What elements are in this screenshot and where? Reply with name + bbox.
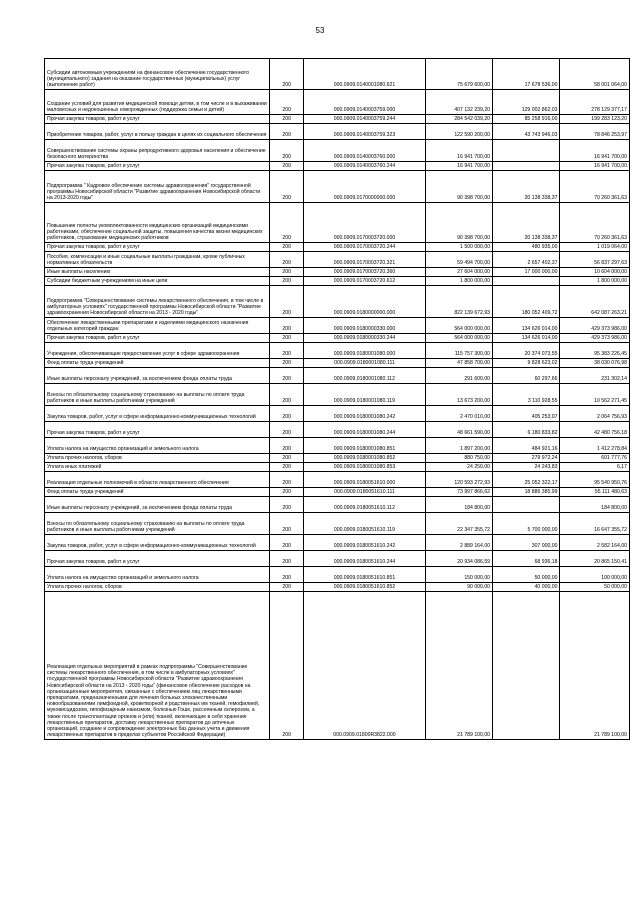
row-code-cell: 000.0909.0140003759.244	[304, 115, 425, 124]
row-approved-cell: 822 139 672,93	[425, 286, 492, 318]
table-row	[45, 472, 630, 488]
row-kvsr-cell: 200	[270, 162, 304, 171]
row-approved-cell: 59 494 700,00	[425, 252, 492, 268]
row-executed-cell: 60 297,66	[493, 368, 560, 384]
row-kvsr-cell: 200	[270, 406, 304, 422]
row-remaining-cell: 429 373 986,00	[560, 334, 630, 343]
row-code-cell: 000.0909.0170003720.360	[304, 268, 425, 277]
row-name-cell: Реализация отдельных мероприятий в рамках подпрограммы "Совершенствование системы лекарственного обеспечения, в том числе в амбулаторных условиях" государственной программы Новосибирской области "Развитие здравоохранения Новосибирской области на 2013 - 2020 годы" (финансовое обеспечение расходов на организационные мероприятия, связанные с обеспечением лиц лекарственными препаратами, предназначенными для лечения больных злокачественными новообразованиями лимфоидной, кроветворной и родственных им тканей, гемофилией, муковисцидозом, гипофизарным нанизмом, болезнью Гоше, рассеянным склерозом, а также после трансплантации органов и (или) тканей, включающие в себя хранение лекарственных препаратов, доставку лекарственных препаратов до аптечных организаций, создание и сопровождение электронных баз данных учета и движения лекарственных препаратов в пределах субъектов Российской Федерации)	[45, 592, 270, 740]
row-code-cell: 000.0909.0180001080.111	[304, 359, 425, 368]
row-approved-cell: 75 679 600,00	[425, 59, 492, 90]
row-executed-cell: 6 180 833,82	[493, 422, 560, 438]
table-row	[45, 286, 630, 318]
row-code-cell: 000.0909.0180051610.111	[304, 488, 425, 497]
row-name-cell: Создание условий для развития медицинской помощи детям, в том числе и в выхаживании маловесных и недоношенных новорожденных (поддержка семьи и детей)	[45, 90, 270, 115]
table-row	[45, 406, 630, 422]
row-name-cell: Обеспечение лекарственными препаратами и изделиями медицинского назначения отдельных категорий граждан	[45, 318, 270, 334]
row-code-cell: 000.0909.0170003720.612	[304, 277, 425, 286]
row-kvsr-cell: 200	[270, 497, 304, 513]
row-remaining-cell: 70 260 361,63	[560, 203, 630, 243]
row-approved-cell: 1 800 000,00	[425, 277, 492, 286]
row-remaining-cell: 10 562 271,45	[560, 384, 630, 406]
table-row	[45, 124, 630, 140]
row-name-cell: Уплата налога на имущество организаций и земельного налога	[45, 567, 270, 583]
table-row	[45, 203, 630, 243]
table-row	[45, 90, 630, 115]
row-approved-cell: 27 604 000,00	[425, 268, 492, 277]
row-kvsr-cell: 200	[270, 454, 304, 463]
row-name-cell: Прочая закупка товаров, работ и услуг	[45, 422, 270, 438]
row-kvsr-cell: 200	[270, 567, 304, 583]
row-code-cell: 000.0909.0180000000.000	[304, 286, 425, 318]
row-code-cell: 000.0909.0170003720.244	[304, 243, 425, 252]
row-kvsr-cell: 200	[270, 583, 304, 592]
row-executed-cell: 480 935,00	[493, 243, 560, 252]
row-kvsr-cell: 200	[270, 513, 304, 535]
row-name-cell: Прочая закупка товаров, работ и услуг	[45, 334, 270, 343]
table-row	[45, 252, 630, 268]
row-remaining-cell: 95 383 226,45	[560, 343, 630, 359]
row-kvsr-cell: 200	[270, 384, 304, 406]
row-kvsr-cell: 200	[270, 368, 304, 384]
row-name-cell: Учреждения, обеспечивающие предоставление услуг в сфере здравоохранения	[45, 343, 270, 359]
row-kvsr-cell: 200	[270, 90, 304, 115]
table-row	[45, 513, 630, 535]
row-approved-cell: 48 661 590,00	[425, 422, 492, 438]
table-row	[45, 368, 630, 384]
row-executed-cell: 24 243,83	[493, 463, 560, 472]
row-name-cell: Фонд оплаты труда учреждений	[45, 488, 270, 497]
row-approved-cell: 22 347 355,72	[425, 513, 492, 535]
row-code-cell: 000.0909.0180001080.000	[304, 343, 425, 359]
row-kvsr-cell: 200	[270, 243, 304, 252]
row-remaining-cell: 78 846 253,97	[560, 124, 630, 140]
row-name-cell: Взносы по обязательному социальному страхованию на выплаты по оплате труда работников и иные выплаты работникам учреждений	[45, 513, 270, 535]
row-code-cell: 000.0909.0140003760.000	[304, 140, 425, 162]
row-approved-cell: 90 398 700,00	[425, 203, 492, 243]
row-executed-cell: 68 936,18	[493, 551, 560, 567]
table-row	[45, 318, 630, 334]
row-name-cell: Прочая закупка товаров, работ и услуг	[45, 243, 270, 252]
row-approved-cell: 90 000,00	[425, 583, 492, 592]
row-code-cell: 000.0909.0180000330.244	[304, 334, 425, 343]
row-executed-cell: 134 626 014,00	[493, 334, 560, 343]
row-kvsr-cell: 200	[270, 171, 304, 203]
table-row	[45, 551, 630, 567]
row-remaining-cell: 10 604 000,00	[560, 268, 630, 277]
row-remaining-cell: 231 302,14	[560, 368, 630, 384]
row-approved-cell: 115 757 300,00	[425, 343, 492, 359]
row-kvsr-cell: 200	[270, 535, 304, 551]
row-remaining-cell: 2 582 164,00	[560, 535, 630, 551]
row-remaining-cell: 56 837 297,63	[560, 252, 630, 268]
row-kvsr-cell: 200	[270, 438, 304, 454]
row-remaining-cell: 50 000,00	[560, 583, 630, 592]
row-kvsr-cell: 200	[270, 286, 304, 318]
row-code-cell: 000.0909.0180051610.119	[304, 513, 425, 535]
row-kvsr-cell: 200	[270, 463, 304, 472]
table-row	[45, 115, 630, 124]
row-code-cell: 000.0909.0180001080.119	[304, 384, 425, 406]
row-executed-cell: 3 110 928,55	[493, 384, 560, 406]
row-name-cell: Иные выплаты населению	[45, 268, 270, 277]
table-row	[45, 359, 630, 368]
row-name-cell: Уплата прочих налогов, сборов	[45, 583, 270, 592]
row-executed-cell	[493, 162, 560, 171]
row-name-cell: Взносы по обязательному социальному страхованию на выплаты по оплате труда работников и иные выплаты работникам учреждений	[45, 384, 270, 406]
row-remaining-cell: 42 480 756,18	[560, 422, 630, 438]
table-row	[45, 162, 630, 171]
row-kvsr-cell: 200	[270, 472, 304, 488]
row-approved-cell: 120 593 272,93	[425, 472, 492, 488]
table-row	[45, 535, 630, 551]
row-name-cell: Повышение полноты укомплектованности медицинских организаций медицинскими работниками, обеспечение социальной защиты, повышения качества жизни медицинских работников, страхование медицинских работников	[45, 203, 270, 243]
table-row	[45, 497, 630, 513]
row-kvsr-cell: 200	[270, 59, 304, 90]
row-code-cell: 000.0909.0180051610.244	[304, 551, 425, 567]
row-approved-cell: 150 000,00	[425, 567, 492, 583]
row-code-cell: 000.0909.0180001080.853	[304, 463, 425, 472]
row-code-cell: 000.0909.0180001080.244	[304, 422, 425, 438]
row-code-cell: 000.0909.0140003760.244	[304, 162, 425, 171]
row-name-cell: Уплата налога на имущество организаций и земельного налога	[45, 438, 270, 454]
row-executed-cell: 18 886 385,99	[493, 488, 560, 497]
row-kvsr-cell: 200	[270, 268, 304, 277]
row-remaining-cell: 601 777,76	[560, 454, 630, 463]
row-code-cell: 000.0909.0180051610.851	[304, 567, 425, 583]
row-executed-cell: 25 052 322,17	[493, 472, 560, 488]
table-row	[45, 583, 630, 592]
row-remaining-cell: 100 000,00	[560, 567, 630, 583]
row-kvsr-cell: 200	[270, 551, 304, 567]
table-row	[45, 463, 630, 472]
row-executed-cell: 85 258 916,00	[493, 115, 560, 124]
row-executed-cell: 43 743 946,03	[493, 124, 560, 140]
row-executed-cell: 17 678 536,00	[493, 59, 560, 90]
row-kvsr-cell: 200	[270, 277, 304, 286]
row-kvsr-cell: 200	[270, 422, 304, 438]
table-row	[45, 268, 630, 277]
row-name-cell: Приобретение товаров, работ, услуг в пользу граждан в целях их социального обеспечения	[45, 124, 270, 140]
row-approved-cell: 1 500 000,00	[425, 243, 492, 252]
row-approved-cell: 564 000 000,00	[425, 318, 492, 334]
row-approved-cell: 21 789 100,00	[425, 592, 492, 740]
row-name-cell: Закупка товаров, работ, услуг в сфере информационно-коммуникационных технологий	[45, 535, 270, 551]
row-executed-cell: 20 138 338,37	[493, 171, 560, 203]
row-code-cell: 000.0909.0180051610.852	[304, 583, 425, 592]
row-approved-cell: 20 934 086,59	[425, 551, 492, 567]
row-executed-cell	[493, 140, 560, 162]
row-code-cell: 000.0909.0170003720.321	[304, 252, 425, 268]
table-row	[45, 384, 630, 406]
row-kvsr-cell: 200	[270, 318, 304, 334]
row-name-cell: Совершенствование системы охраны репродуктивного здоровья населения и обеспечение безопасного материнства	[45, 140, 270, 162]
row-remaining-cell: 16 941 700,00	[560, 162, 630, 171]
row-approved-cell: 291 600,00	[425, 368, 492, 384]
row-approved-cell: 90 398 700,00	[425, 171, 492, 203]
row-name-cell: Фонд оплаты труда учреждений	[45, 359, 270, 368]
row-code-cell: 000.0909.0170000000.000	[304, 171, 425, 203]
row-approved-cell: 2 889 164,00	[425, 535, 492, 551]
table-row	[45, 488, 630, 497]
row-remaining-cell: 6,17	[560, 463, 630, 472]
row-kvsr-cell: 200	[270, 343, 304, 359]
table-row	[45, 343, 630, 359]
row-remaining-cell: 21 789 100,00	[560, 592, 630, 740]
row-kvsr-cell: 200	[270, 252, 304, 268]
budget-table-body	[45, 59, 630, 740]
row-name-cell: Иные выплаты персоналу учреждений, за исключением фонда оплаты труда	[45, 497, 270, 513]
row-remaining-cell: 429 373 986,00	[560, 318, 630, 334]
row-remaining-cell: 95 540 950,76	[560, 472, 630, 488]
row-name-cell: Закупка товаров, работ, услуг в сфере информационно-коммуникационных технологий	[45, 406, 270, 422]
row-executed-cell: 129 002 862,03	[493, 90, 560, 115]
row-approved-cell: 284 542 039,20	[425, 115, 492, 124]
row-code-cell: 000.0909.0140003759.000	[304, 90, 425, 115]
row-executed-cell: 17 000 000,00	[493, 268, 560, 277]
row-remaining-cell: 16 941 700,00	[560, 140, 630, 162]
row-executed-cell: 2 657 402,37	[493, 252, 560, 268]
page-number: 53	[315, 26, 325, 35]
row-code-cell: 000.0909.0140003759.323	[304, 124, 425, 140]
row-remaining-cell: 184 800,00	[560, 497, 630, 513]
row-name-cell: Субсидии автономным учреждениям на финансовое обеспечение государственного (муниципального) задания на оказание государственных (муниципальных) услуг (выполнение работ)	[45, 59, 270, 90]
row-executed-cell: 484 921,16	[493, 438, 560, 454]
row-remaining-cell: 70 260 361,63	[560, 171, 630, 203]
row-remaining-cell: 1 412 278,84	[560, 438, 630, 454]
row-executed-cell: 40 000,00	[493, 583, 560, 592]
row-name-cell: Субсидии бюджетным учреждениям на иные цели	[45, 277, 270, 286]
row-approved-cell: 73 997 866,62	[425, 488, 492, 497]
row-name-cell: Прочая закупка товаров, работ и услуг	[45, 115, 270, 124]
row-name-cell: Уплата иных платежей	[45, 463, 270, 472]
row-approved-cell: 564 000 000,00	[425, 334, 492, 343]
row-executed-cell: 307 000,00	[493, 535, 560, 551]
row-executed-cell	[493, 497, 560, 513]
row-approved-cell: 184 800,00	[425, 497, 492, 513]
row-name-cell: Подпрограмма " Кадровое обеспечение системы здравоохранения" государственной программы Новосибирской области "Развитие здравоохранения Новосибирской области на 2013-2020 годы"	[45, 171, 270, 203]
row-kvsr-cell: 200	[270, 124, 304, 140]
row-executed-cell: 134 626 014,00	[493, 318, 560, 334]
row-executed-cell: 50 000,00	[493, 567, 560, 583]
table-row	[45, 277, 630, 286]
row-remaining-cell: 642 087 263,21	[560, 286, 630, 318]
row-remaining-cell: 1 800 000,00	[560, 277, 630, 286]
table-row	[45, 422, 630, 438]
row-kvsr-cell: 200	[270, 140, 304, 162]
table-row	[45, 438, 630, 454]
table-row	[45, 171, 630, 203]
row-code-cell: 000.0909.0140001080.621	[304, 59, 425, 90]
row-executed-cell	[493, 277, 560, 286]
row-approved-cell: 2 470 010,00	[425, 406, 492, 422]
row-executed-cell: 405 253,07	[493, 406, 560, 422]
row-remaining-cell: 16 647 355,72	[560, 513, 630, 535]
row-code-cell: 000.0909.0180001080.852	[304, 454, 425, 463]
row-remaining-cell: 20 865 150,41	[560, 551, 630, 567]
row-name-cell: Уплата прочих налогов, сборов	[45, 454, 270, 463]
table-row	[45, 243, 630, 252]
table-row	[45, 59, 630, 90]
table-row	[45, 140, 630, 162]
row-kvsr-cell: 200	[270, 203, 304, 243]
row-code-cell: 000.0909.0170003720.000	[304, 203, 425, 243]
row-approved-cell: 122 590 200,00	[425, 124, 492, 140]
row-remaining-cell: 58 001 064,00	[560, 59, 630, 90]
row-code-cell: 000.0909.0180001080.112	[304, 368, 425, 384]
row-executed-cell: 5 700 000,00	[493, 513, 560, 535]
row-approved-cell: 407 132 239,20	[425, 90, 492, 115]
row-code-cell: 000.0909.0180001080.851	[304, 438, 425, 454]
row-code-cell: 000.0909.0180051610.000	[304, 472, 425, 488]
budget-execution-table	[44, 58, 630, 740]
row-remaining-cell: 2 064 756,93	[560, 406, 630, 422]
row-approved-cell: 16 941 700,00	[425, 140, 492, 162]
row-name-cell: Прочая закупка товаров, работ и услуг	[45, 551, 270, 567]
row-kvsr-cell: 200	[270, 334, 304, 343]
row-name-cell: Иные выплаты персоналу учреждений, за исключением фонда оплаты труда	[45, 368, 270, 384]
row-executed-cell	[493, 592, 560, 740]
row-code-cell: 000.0909.0180051610.112	[304, 497, 425, 513]
row-remaining-cell: 55 111 480,63	[560, 488, 630, 497]
row-approved-cell: 880 750,00	[425, 454, 492, 463]
row-executed-cell: 180 052 409,72	[493, 286, 560, 318]
table-row	[45, 454, 630, 463]
row-code-cell: 000.0909.0180001080.242	[304, 406, 425, 422]
row-kvsr-cell: 200	[270, 115, 304, 124]
row-code-cell: 000.0909.01800R3822.000	[304, 592, 425, 740]
row-kvsr-cell: 200	[270, 592, 304, 740]
row-name-cell: Реализация отдельных полномочий в области лекарственного обеспечения	[45, 472, 270, 488]
row-approved-cell: 47 858 700,00	[425, 359, 492, 368]
row-code-cell: 000.0909.0180000330.000	[304, 318, 425, 334]
row-code-cell: 000.0909.0180051610.242	[304, 535, 425, 551]
row-remaining-cell: 278 129 377,17	[560, 90, 630, 115]
row-name-cell: Прочая закупка товаров, работ и услуг	[45, 162, 270, 171]
row-remaining-cell: 1 019 064,00	[560, 243, 630, 252]
table-row	[45, 592, 630, 740]
row-remaining-cell: 199 283 123,20	[560, 115, 630, 124]
row-executed-cell: 20 374 073,55	[493, 343, 560, 359]
table-row	[45, 567, 630, 583]
row-executed-cell: 279 972,24	[493, 454, 560, 463]
row-executed-cell: 9 828 623,02	[493, 359, 560, 368]
row-name-cell: Подпрограмма "Совершенствование системы лекарственного обеспечения, в том числе в амбулаторных условиях" государственной программы Новосибирской области "Развитие здравоохранения Новосибирской области на 2013 - 2020 годы"	[45, 286, 270, 318]
row-approved-cell: 24 250,00	[425, 463, 492, 472]
row-kvsr-cell: 200	[270, 359, 304, 368]
row-remaining-cell: 38 030 076,98	[560, 359, 630, 368]
table-row	[45, 334, 630, 343]
row-approved-cell: 13 673 200,00	[425, 384, 492, 406]
row-name-cell: Пособия, компенсации и иные социальные выплаты гражданам, кроме публичных нормативных обязательств	[45, 252, 270, 268]
row-approved-cell: 1 897 200,00	[425, 438, 492, 454]
row-executed-cell: 20 138 338,37	[493, 203, 560, 243]
row-approved-cell: 16 941 700,00	[425, 162, 492, 171]
row-kvsr-cell: 200	[270, 488, 304, 497]
